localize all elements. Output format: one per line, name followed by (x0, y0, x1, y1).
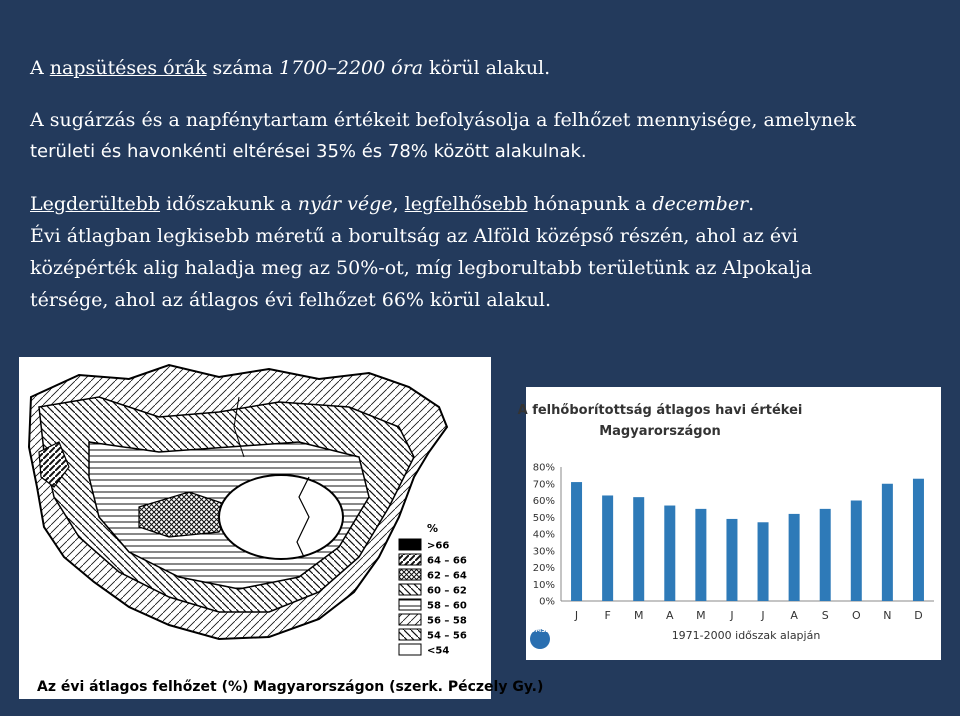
x-tick-label: M (633, 609, 644, 622)
chart-title-line2: Magyarországon (599, 424, 721, 439)
legend-label: >66 (427, 540, 450, 552)
y-tick-label: 70% (532, 479, 555, 491)
map-legend-unit: % (427, 522, 439, 535)
x-tick-label: A (666, 609, 674, 622)
bar (664, 506, 675, 601)
bar (726, 519, 737, 601)
paragraph-sunshine: A napsütéses órák száma 1700–2200 óra körül alakul. (30, 57, 551, 79)
x-tick-label: M (696, 609, 706, 622)
legend-swatch (399, 599, 421, 610)
x-tick-label: S (821, 609, 829, 622)
bar (695, 509, 706, 601)
bar (789, 514, 800, 601)
y-tick-label: 0% (539, 596, 555, 608)
cloudiest-link[interactable]: legfelhősebb (404, 193, 528, 215)
x-tick-label: J (574, 609, 579, 622)
omsz-logo-text: OMSZ (530, 627, 550, 634)
x-tick-label: J (730, 609, 734, 622)
sunshine-hours-link[interactable]: napsütéses órák (49, 57, 207, 79)
bar (820, 509, 831, 601)
chart-title-line1: A felhőborítottság átlagos havi értékei (517, 403, 803, 418)
bar (758, 522, 769, 601)
x-axis-label: 1971-2000 időszak alapján (671, 629, 821, 642)
x-tick-label: J (761, 609, 765, 622)
legend-swatch (399, 629, 421, 640)
legend-swatch (399, 554, 421, 565)
y-tick-label: 50% (532, 512, 555, 524)
x-tick-label: F (604, 609, 611, 622)
map-caption: Az évi átlagos felhőzet (%) Magyarországon (szerk. Péczely Gy.) (37, 679, 544, 695)
legend-label: 58 – 60 (427, 600, 467, 612)
x-tick-label: O (851, 609, 861, 622)
legend-label: 62 – 64 (427, 570, 467, 582)
paragraph-annual: Évi átlagban legkisebb méretű a borultság az Alföld középső részén, ahol az évi középérték alig haladja meg az 50%-ot, míg legborultabb területünk az Alpokalja térsége, ahol az átlagos évi felhőzet 66% körül alakul. (30, 225, 813, 311)
bar (571, 482, 582, 601)
x-tick-label: A (790, 609, 798, 622)
x-tick-label: D (914, 609, 923, 622)
y-tick-label: 20% (532, 563, 555, 574)
legend-label: 64 – 66 (427, 555, 467, 567)
bar (633, 497, 644, 601)
paragraph-clearest: Legderültebb időszakunk a nyár vége, legfelhősebb hónapunk a december. (30, 193, 755, 215)
cloud-chart (517, 387, 941, 660)
bar (913, 479, 924, 601)
legend-swatch (399, 644, 421, 655)
legend-label: 56 – 58 (427, 615, 467, 627)
y-tick-label: 80% (532, 462, 555, 474)
legend-swatch (399, 569, 421, 580)
bar (602, 495, 613, 601)
y-tick-label: 10% (532, 579, 555, 591)
bar (882, 484, 893, 601)
bar (851, 501, 862, 602)
x-tick-label: N (883, 609, 892, 622)
slide-text (30, 52, 940, 316)
legend-label: 60 – 62 (427, 585, 467, 597)
legend-swatch (399, 584, 421, 595)
y-tick-label: 60% (532, 496, 555, 507)
clearest-link[interactable]: Legderültebb (30, 193, 161, 215)
y-tick-label: 40% (532, 529, 555, 541)
legend-label: 54 – 56 (427, 630, 467, 642)
paragraph-radiation: A sugárzás és a napfénytartam értékeit befolyásolja a felhőzet mennyisége, amelynek területi és havonkénti eltérései 35% és 78% között alakulnak. (30, 109, 856, 162)
legend-label: <54 (427, 645, 450, 657)
map-legend (399, 539, 467, 657)
y-tick-label: 30% (532, 546, 555, 558)
legend-swatch (399, 614, 421, 625)
legend-swatch (399, 539, 421, 550)
